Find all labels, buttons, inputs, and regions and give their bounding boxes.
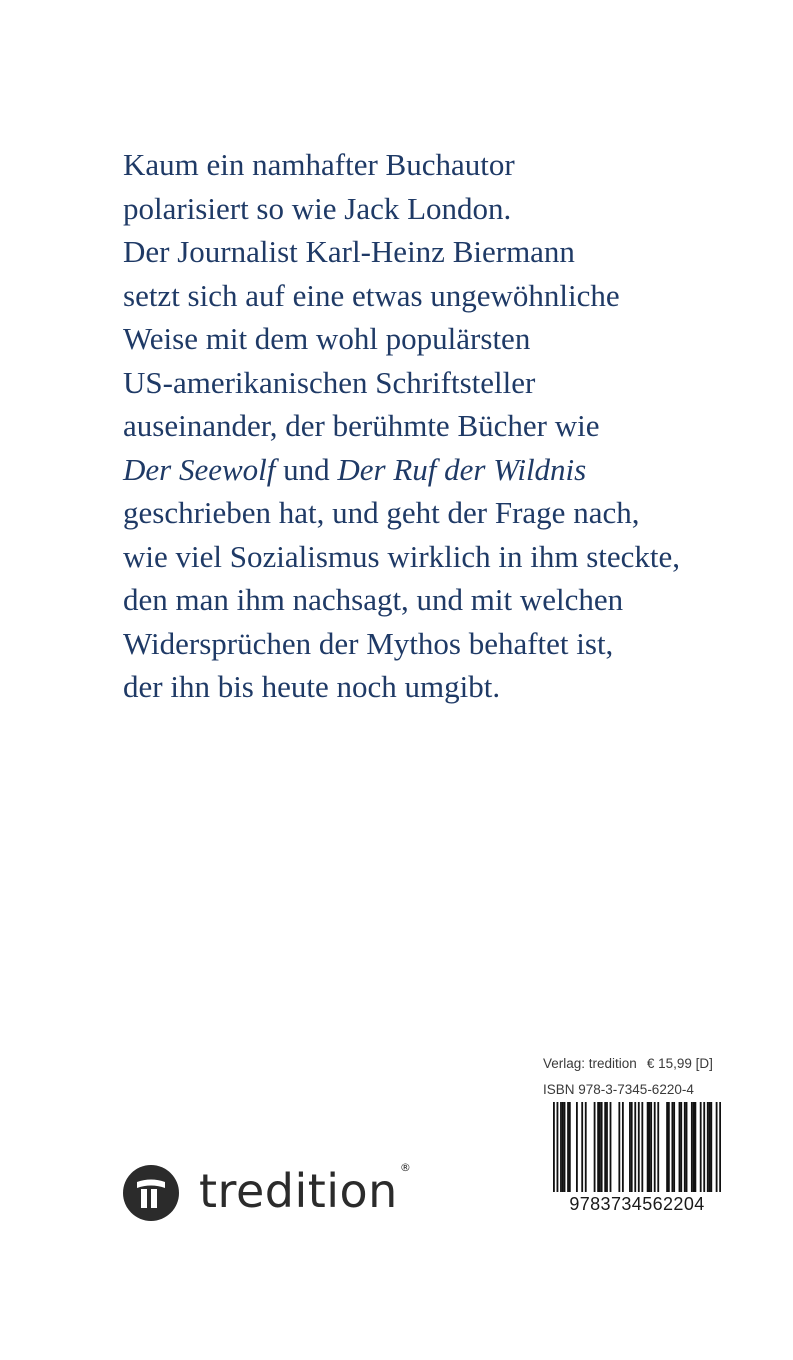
barcode-bar [710, 1102, 712, 1192]
blurb-line: Kaum ein namhafter Buchautor [123, 147, 515, 182]
book-title-seewolf: Der Seewolf [123, 451, 276, 487]
publisher-name: Verlag: tredition [543, 1056, 637, 1071]
tredition-logo-icon [123, 1165, 179, 1221]
blurb-line: geschrieben hat, und geht der Frage nach, [123, 495, 640, 530]
barcode-bar [618, 1102, 620, 1192]
blurb-line: auseinander, der berühmte Bücher wie [123, 408, 600, 443]
price-label: € 15,99 [D] [646, 1056, 713, 1071]
publisher-price-row [543, 1051, 733, 1077]
barcode-bar [622, 1102, 624, 1192]
barcode-bar [581, 1102, 583, 1192]
barcode-bar [707, 1102, 709, 1192]
back-cover-blurb [123, 143, 783, 709]
barcode-bar [606, 1102, 608, 1192]
blurb-line: US-amerikanischen Schriftsteller [123, 364, 536, 400]
barcode-bar [684, 1102, 686, 1192]
blurb-line: Widersprüchen der Mythos behaftet ist, [123, 625, 614, 661]
barcode-bar [716, 1102, 718, 1192]
barcode-bar [654, 1102, 656, 1192]
blurb-line: Weise mit dem wohl populärsten [123, 321, 531, 356]
barcode-bar [719, 1102, 721, 1192]
barcode-bar [671, 1102, 673, 1192]
barcode-bar [657, 1102, 659, 1192]
barcode-bar [700, 1102, 702, 1192]
blurb-line: polarisiert so wie Jack London. [123, 190, 512, 226]
barcode-bar [691, 1102, 693, 1192]
barcode-bar [647, 1102, 649, 1192]
blurb-line-titles [123, 448, 783, 492]
barcode-bar [631, 1102, 633, 1192]
barcode-bar [703, 1102, 705, 1192]
isbn-label: ISBN 978-3-7345-6220-4 [543, 1082, 694, 1097]
blurb-line: Der Journalist Karl-Heinz Biermann [123, 234, 575, 269]
barcode-icon [553, 1102, 721, 1192]
blurb-line: setzt sich auf eine etwas ungewöhnliche [123, 277, 620, 313]
barcode-bar [553, 1102, 555, 1192]
barcode-bar [709, 1102, 711, 1192]
barcode-bar [673, 1102, 675, 1192]
barcode-bar [610, 1102, 612, 1192]
barcode-bar [576, 1102, 578, 1192]
barcode-bar [594, 1102, 596, 1192]
barcode-bar [557, 1102, 559, 1192]
barcode-bar [679, 1102, 681, 1192]
barcode-bar [567, 1102, 569, 1192]
barcode-bar [634, 1102, 636, 1192]
barcode-bar [641, 1102, 643, 1192]
barcode-bar [668, 1102, 670, 1192]
barcode-bar [569, 1102, 571, 1192]
blurb-line: wie viel Sozialismus wirklich in ihm steckte, [123, 538, 681, 574]
registered-mark: ® [399, 1160, 411, 1174]
barcode-bar [601, 1102, 603, 1192]
barcode-bar [564, 1102, 566, 1192]
barcode-bar [693, 1102, 695, 1192]
barcode-bar [585, 1102, 587, 1192]
barcode-bar [562, 1102, 564, 1192]
barcode-bar [599, 1102, 601, 1192]
tredition-logo [123, 1160, 411, 1222]
barcode-bar [648, 1102, 650, 1192]
tredition-wordmark: tredition [199, 1164, 398, 1218]
title-connector: und [275, 451, 338, 487]
barcode-bar [560, 1102, 562, 1192]
barcode-bar [650, 1102, 652, 1192]
ean-number: 9783734562204 [569, 1194, 705, 1214]
blurb-line: der ihn bis heute noch umgibt. [123, 669, 501, 704]
barcode-bar [666, 1102, 668, 1192]
barcode-bar [604, 1102, 606, 1192]
barcode-bar [597, 1102, 599, 1192]
barcode-bar [638, 1102, 640, 1192]
barcode-bar [629, 1102, 631, 1192]
publisher-info [543, 1051, 733, 1103]
book-title-ruf-der-wildnis: Der Ruf der Wildnis [337, 451, 587, 487]
barcode-bar [680, 1102, 682, 1192]
barcode-bar [686, 1102, 688, 1192]
barcode-bar [694, 1102, 696, 1192]
blurb-line: den man ihm nachsagt, und mit welchen [123, 582, 624, 617]
